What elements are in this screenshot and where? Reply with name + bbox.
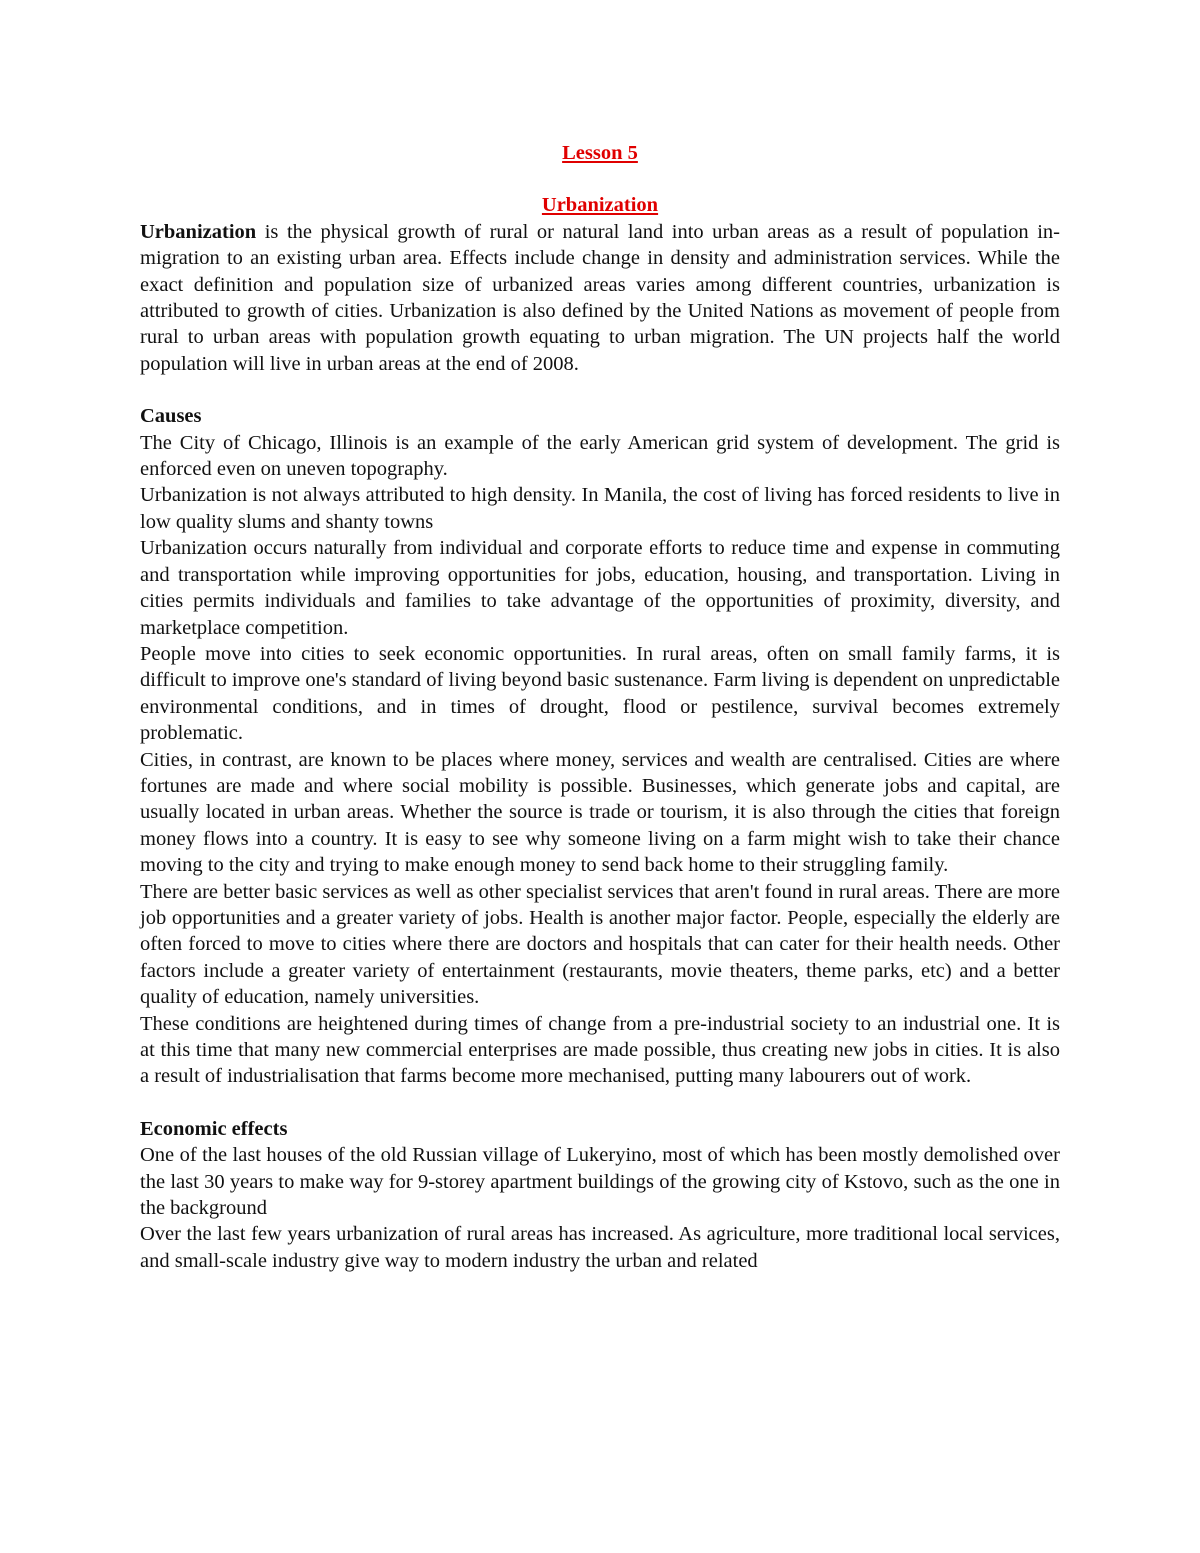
causes-heading: Causes: [140, 405, 202, 428]
topic-title: Urbanization: [541, 194, 659, 217]
causes-paragraph: Urbanization occurs naturally from individual and corporate efforts to reduce time and expense in commuting and transportation while improving opportunities for jobs, education, housing, and transportation. Living in cities permits individuals and families to take advantage of the opportunities of proximity, diversity, and marketplace competition.: [140, 537, 1060, 639]
intro-text: is the physical growth of rural or natural land into urban areas as a result of population in-migration to an existing urban area. Effects include change in density and administration services. While the exact definition and population size of urbanized areas varies among different countries, urbanization is attributed to growth of cities. Urbanization is also defined by the United Nations as movement of people from rural to urban areas with population growth equating to urban migration. The UN projects half the world population will live in urban areas at the end of 2008.: [140, 220, 1060, 375]
causes-paragraph: Cities, in contrast, are known to be places where money, services and wealth are centralised. Cities are where fortunes are made and where social mobility is possible. Businesses, which generate jobs and capital, are usually located in urban areas. Whether the source is trade or tourism, it is also through the cities that foreign money flows into a country. It is easy to see why someone living on a farm might wish to take their chance moving to the city and trying to make enough money to send back home to their struggling family.: [140, 748, 1060, 877]
causes-paragraph: People move into cities to seek economic opportunities. In rural areas, often on small family farms, it is difficult to improve one's standard of living beyond basic sustenance. Farm living is dependent on unpredictable environmental conditions, and in times of drought, flood or pestilence, survival becomes extremely problematic.: [140, 642, 1060, 745]
causes-paragraph: There are better basic services as well as other specialist services that aren't found in rural areas. There are more job opportunities and a greater variety of jobs. Health is another major factor. People, especially the elderly are often forced to move to cities where there are doctors and hospitals that can cater for their health needs. Other factors include a greater variety of entertainment (restaurants, movie theaters, theme parks, etc) and a better quality of education, namely universities.: [140, 880, 1060, 1009]
economic-paragraph: Over the last few years urbanization of rural areas has increased. As agriculture, more traditional local services, and small-scale industry give way to modern industry the urban and related: [140, 1223, 1060, 1272]
intro-term: Urbanization: [140, 220, 257, 243]
intro-paragraph: [140, 219, 1060, 377]
causes-paragraph: The City of Chicago, Illinois is an example of the early American grid system of development. The grid is enforced even on uneven topography.: [140, 431, 1060, 481]
document-page: [140, 140, 1060, 1274]
causes-paragraph: Urbanization is not always attributed to high density. In Manila, the cost of living has forced residents to live in low quality slums and shanty towns: [140, 484, 1060, 533]
causes-paragraph: These conditions are heightened during times of change from a pre-industrial society to an industrial one. It is at this time that many new commercial enterprises are made possible, thus creating new jobs in cities. It is also a result of industrialisation that farms become more mechanised, putting many labourers out of work.: [140, 1012, 1060, 1088]
lesson-title: Lesson 5: [562, 142, 638, 164]
economic-effects-heading: Economic effects: [140, 1117, 288, 1140]
economic-paragraph: One of the last houses of the old Russian village of Lukeryino, most of which has been mostly demolished over the last 30 years to make way for 9-storey apartment buildings of the growing city of Kstovo, such as the one in the background: [140, 1144, 1060, 1220]
